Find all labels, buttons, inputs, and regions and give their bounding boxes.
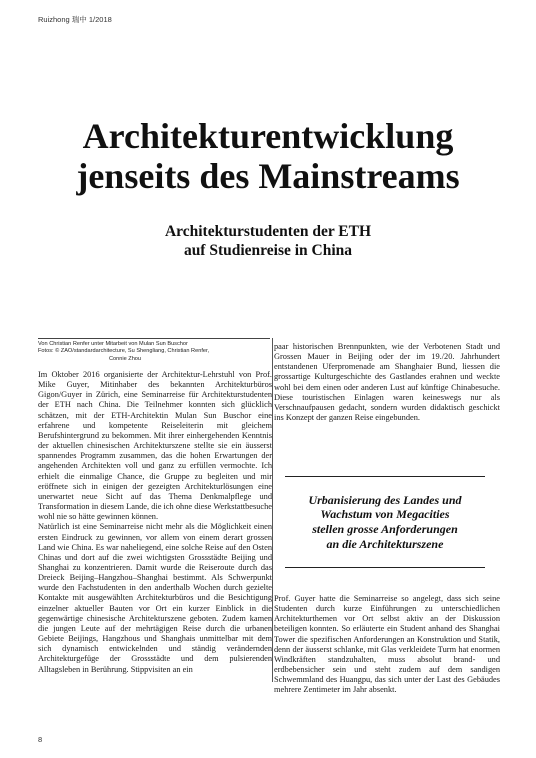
pull-quote-line-4: an die Architekturszene (326, 536, 444, 551)
pull-quote-line-2: Wachstum von Megacities (320, 507, 450, 522)
credits-photos-continued: Connie Zhou (109, 355, 142, 362)
article-subtitle-line-1: Architekturstudenten der ETH (164, 223, 372, 240)
body-paragraph-1: Im Oktober 2016 organisierte der Architektur-Lehrstuhl von Prof. Mike Guyer, Mitinhaber des bekannten Architekturbüros Gigon/Guyer in Zürich, eine Seminarreise für Architekturstudenten der ETH nach China. Die Teilnehmer konnten sich glücklich schätzen, mit der ETH-Architektin Mulan Sun Buschor eine erfahrene und kompetente Reiseleiterin mit gleichem Berufshintergrund zu bekommen. Mit ihrer einhergehenden Kenntnis der aktuellen chinesischen Architekturszene stellte sie ein äusserst spannendes Programm zusammen, das die hohen Erwartungen der angehenden Architekten voll und ganz zu erfüllen vermochte. Ich erhielt die einmalige Chance, die Gruppe zu begleiten und mir eröffnete sich in einigen der gezeigten Architekturlösungen eine unerwartet neue Sicht auf das Thema Denkmalpflege und Transformation in diesem Lande, die ich ohne diese Werkstattbesuche wohl nie so hätte gewinnen können. (38, 370, 272, 522)
right-column-top (274, 342, 500, 423)
pull-quote-line-1: Urbanisierung des Landes und (308, 492, 462, 507)
page-number: 8 (38, 735, 43, 744)
credits-rule (38, 338, 270, 339)
body-paragraph-2: Natürlich ist eine Seminarreise nicht mehr als die Möglichkeit einen ersten Eindruck zu gewinnen, vor allem von einem derart grossen Land wie China. Es war naheliegend, eine solche Reise auf den Osten Chinas und dort auf die zwei wichtigsten Grossstädte Beijing und Shanghai zu konzentrieren. Damit wurde die Reiseroute durch das Dreieck Beijing–Hangzhou–Shanghai bestimmt. Als Schwerpunkt wurde den Fachstudenten in den anderthalb Wochen durch gezielte Kontakte mit ausgewählten Architekturbüros und die Besichtigung einzelner aktueller Bauten vor Ort ein kurzer Einblick in die gegenwärtige chinesische Architekturszene geboten. Zudem kamen die jungen Leute auf der mehrtägigen Reise durch die urbanen Gebiete Beijings, Hangzhous und Shanghais unmittelbar mit dem sich dynamisch entwickelnden und ständig verändernden Architekturgefüge der Grossstädte und dem pulsierenden Alltagsleben in Berührung. Stippvisiten an ein (38, 522, 272, 674)
credits-photos: Fotos: © ZAO/standardarchitecture, Su Shengliang, Christian Renfer, (38, 348, 210, 355)
right-column-bottom (274, 594, 500, 696)
article-subtitle-line-2: auf Studienreise in China (183, 242, 353, 259)
left-column (38, 370, 272, 675)
article-title (20, 116, 516, 196)
author-credits (38, 338, 270, 363)
article-title-line-2: jenseits des Mainstreams (76, 156, 460, 196)
credits-author: Von Christian Renfer unter Mitarbeit von Mulan Sun Buschor (38, 341, 188, 347)
body-paragraph-3: paar historischen Brennpunkten, wie der Verbotenen Stadt und Grossen Mauer in Beijing oder der im 19./20. Jahrhundert entstandenen Uferpromenade am Shanghaier Bund, liessen die grossartige Kulturgeschichte des Gastlandes erahnen und weckte wohl bei dem einen oder anderen Lust auf künftige Chinabesuche. Diese touristischen Einlagen waren keineswegs nur als Verschnaufpausen gedacht, sondern wurden didaktisch geschickt ins Konzept der ganzen Reise eingebunden. (274, 342, 500, 423)
article-title-line-1: Architekturentwicklung (82, 116, 454, 156)
column-divider (272, 338, 273, 682)
body-paragraph-4: Prof. Guyer hatte die Seminarreise so angelegt, dass sich seine Studenten durch kurze Einführungen zu unterschiedlichen Architekturthemen vor Ort selbst aktiv an der Diskussion beteiligen konnten. So erläuterte ein Student anhand des Shanghai Tower die spezifischen Anforderungen an Konstruktion und Statik, denn der äusserst schlanke, mit Glas verkleidete Turm hat enormen Windkräften standzuhalten, muss absolut brand- und erdbebensicher sein und steht zudem auf dem sandigen Schwemmland des Huangpu, das sich unter der Last des Gebäudes mehrere Zentimeter im Jahr absenkt. (274, 594, 500, 695)
pull-quote-line-3: stellen grosse Anforderungen (312, 522, 458, 536)
article-subtitle (20, 222, 516, 260)
pull-quote (285, 476, 485, 568)
running-header: Ruizhong 瑞中 1/2018 (38, 15, 112, 24)
pull-quote-text (308, 493, 461, 551)
